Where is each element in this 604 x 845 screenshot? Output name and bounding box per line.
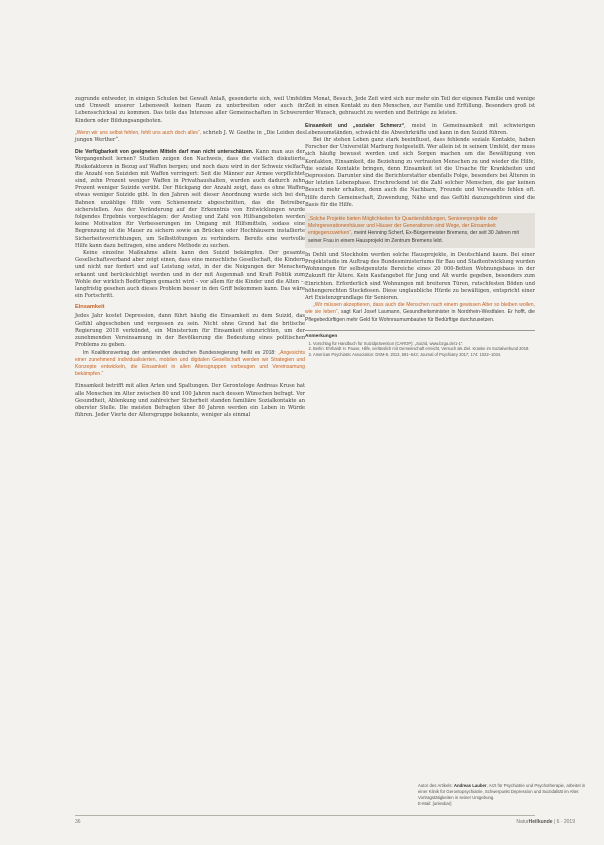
goethe-quote-source: schrieb J. W. Goethe in „Die Leiden des jungen Werther“.: [75, 129, 305, 144]
means-lead: Die Verfügbarkeit von geeigneten Mitteln darf man nicht unterschätzen.: [75, 149, 254, 156]
page-footer: [75, 815, 575, 825]
coalition-intro: Im Koalitionsvertrag der amtierenden deutschen Bundesregierung heißt es 2018:: [83, 349, 279, 356]
reference-item: 3. American Psychiatric Association: DSM-5. 2013, 591–643; Journal of Psychiatry 2017; 174: 1022–1034.: [313, 352, 535, 358]
references-block: [305, 330, 535, 358]
scherf-attribution: meint Henning Scherf, Ex-Bürgermeister Bremens, der seit 30 Jahren mit seiner Frau in einem Hausprojekt im Zentrum Bremens lebt.: [308, 230, 519, 244]
housing-paragraph: In Dehli und Stockholm werden solche Hausprojekte, in Deutschland kaum. Bei einer Projektstudie im Auftrag des Bundesministeriums für Bau und Stadtentwicklung wurden Wohnungen für selbstgenutzte Bereiche eines 20 000-Betten Wohnungsbaus in der Zukunft für Ältere. Kein Kaufangebot für Jung und Alt wurde gegeben, besonders zum Einrichten. Erforderlich sind Wohnungen mit breiteren Türen, rutschfesten Böden und höhengerechten Steckdosen. Diese unglaubliche Hürde zu bewältigen, entspricht einer Art Existenzgrundlage für Senioren.: [305, 251, 535, 302]
magazine-name: [516, 819, 575, 825]
author-email: E-Mail: [unlesbar]: [418, 801, 452, 806]
references-list: [305, 341, 535, 358]
scherf-quote: „Solche Projekte bieten Möglichkeiten für Quartiersbildungen, Seniorenprojekte oder Mehrgenerationenhäuser und Häuser der Generationen sind Wege, der Einsamkeit entgegenzuwirken“,: [308, 216, 498, 237]
author-name: Andreas Lauber: [453, 783, 487, 788]
right-column: [305, 96, 535, 358]
page-number: 36: [75, 819, 81, 825]
body-paragraph: im Monat, Besuch, Jede Zeit wird sich nur mehr ein Teil der eigenen Familie und wenige Zeit in einen Kontakt zu den Menschen, zur Familie und Erfüllung. Besonders groß ist der Wunsch, gebraucht zu werden und Beiträge zu leisten.: [305, 96, 535, 117]
no-single-measure-paragraph: Keine einzelne Maßnahme allein kann den Suizid bekämpfen. Der gesamte Gesellschaftsverband aber zeigt einen, dass eine menschliche Gesellschaft, die Kindern und nicht nur fordert und auf Leistung setzt, in der die Neigungen der Menschen erkannt und berücksichtigt werden und in der mit Augenmaß und Kraft Politik zum Wohle der wirklich Bedürftigen gemacht wird – vor allem für die Kinder und die Alten –, langfristig gesehen auch dieses Problem besser in den Griff bekommen kann. Das wäre ein Fortschritt.: [75, 250, 305, 300]
author-label: Autor des Artikels:: [418, 783, 453, 788]
goethe-quote: „Wenn wir uns selbst fehlen, fehlt uns auch doch alles“,: [75, 129, 202, 136]
laumann-paragraph: [305, 302, 535, 324]
reference-item: 1. Vorschlag für Handbuch für Suizidprävention (CAROP): „Suizid, www.bzga.de/1-1“.: [313, 341, 535, 347]
coalition-quote: „Angesichts einer zunehmend individualisierten, mobilen und digitalen Gesellschaft werden wir Strategien und Konzepte entwickeln, die Einsamkeit in allen Altersgruppen vorbeugen und Vereinsamung bekämpfen.“: [75, 349, 305, 378]
laumann-text: sagt Karl Josef Laumann, Gesundheitsminister in Nordrhein-Westfalen. Er hofft, die Pflegebedürftigen mehr Geld für Wohnraumumbauten für Bedürftige durchzusetzen.: [305, 309, 535, 323]
means-paragraph: [75, 149, 305, 250]
coalition-paragraph: [75, 350, 305, 379]
means-text: Kann man aus der Vergangenheit lernen? Studien zeigen den Nachweis, dass die vielfach diskutierte Risikofaktoren in Bezug auf Waffen bergen; und noch dazu wird in der Schweiz vielfach die Anzahl von Suiziden mit Waffen verringert: Seit die Männer zur Armee verpflichtet sind, zehn Prozent weniger Waffen in Privathaushalten, wurden auch dadurch zehn Prozent weniger Suizide verübt. Der Rückgang der Anzahl zeigt, dass es ohne Waffen etwas weniger Suizide gibt. In den Jahren seit dieser Anordnung wurde sich bei den Bahnen unzählige Hilfe vom Schienennetz abgeschnitten, das die Betreiber sicherstellen. Aus der Veränderung auf der Erkenntnis von Entwicklungen wurde folgendes Ergebnis vorgeschlagen: der Anstieg und Zahl von Hilfsangeboten werden keine Motivation für Verbesserungen im Umgang mit Hilfsmitteln, sodass eine Begrenzung ist die Mauer zu sichern sowie an Brücken oder Hochhäusern installierte Sicherheitsvorrichtungen, um Selbsttötungen zu verhindern. Bereits eine wertvolle Hilfe kann dazu beitragen, eine andere Methode zu suchen.: [75, 149, 305, 249]
social-pain-text: , meist in Gemeinsamkeit mit schwierigen Lebensumständen, schwächt die Abwehrkräfte und kann in den Suizid führen.: [305, 122, 536, 136]
left-column: [75, 96, 305, 419]
section-heading-einsamkeit: Einsamkeit: [75, 304, 105, 311]
gerontology-paragraph: Einsamkeit betrifft mit allen Arten und Spaltungen. Der Gerontologe Andreas Kruse hat alle Menschen im Alter zwischen 80 und 100 Jahren nach dessen Wünschen befragt. Vor Gesundheit, Ablenkung und zahlreicher Sicherheit standen familiäre Sozialkontakte an oberster Stelle. Die meisten Befragten über 80 Jahren werden ein Leben in Würde führen. Jeder Vierte der Altersgruppe bekannte, weniger als einmal: [75, 383, 305, 419]
body-paragraph: zugrunde entweder, in einigen Schulen bei Gewalt Anlaß, gesonderte sich, weil Umfeld und Umwelt unserer Lebenswelt keinen Raum zu unterbreiten oder auch ihr Lebensschicksal zu kommen. Das teile das Interesse aller Gemeinschaften in Schwerer Kindern oder Bildungsangeboten.: [75, 96, 305, 124]
research-paragraph: Bei ihr stehen Leben ganz stark beeinflusst, dass fehlende soziale Kontakte, haben Forscher der Universität Marburg festgestellt. Wer allein ist in seinem Umfeld, der muss sich häufig bewusst werden und sich Sorgen machen um die Bewältigung von Kontakten, Einsamkeit, die Beziehung zu vertrauten Menschen zu und wieder die Hilfe, die soziale Kontakte bringen, denn Einsamkeit ist die Ursache für Krankheiten und Depression. Darunter sind die Berichterstatter ebenfalls Folge, besonders bei Älteren in der letzten Lebensphase. Erschreckend ist die Zahl solcher Menschen, die gar keinen Besuch mehr erhalten, denn auch die Nachbarn, Freunde und Verwandte fehlen oft. Hilfe durch Gemeinschaft, Zuwendung, Nähe und das Gefühl dazuzugehören sind die Basis für die Hilfe.: [305, 137, 536, 208]
author-box: [418, 783, 590, 807]
issue-number: | 6 · 2019: [552, 819, 575, 825]
author-bio: , Arzt für Psychiatrie und Psychotherapie, arbeitet in einer Klinik für Gerontopsychiatrie, Schwerpunkt Depression und Suizidalität im Alter. Vortragstätigkeiten in seiner Umgebung.: [418, 783, 586, 800]
social-pain-lead: Einsamkeit und „sozialer Schmerz“: [305, 122, 405, 129]
references-heading: Anmerkungen: [305, 333, 338, 339]
laumann-quote: „Wir müssen akzeptieren, dass auch die Menschen nach einem gewissen Alter so bleiben wollen, wie sie leben“,: [305, 302, 535, 316]
reference-item: 2. Berlin: Ehrhardt H. Pause, Hilfe, verlässlich mit Gemeinschaft erreicht, Versuch als Ziel. Kranke im Sozialverbund 2019.: [313, 346, 535, 352]
magazine-name-bold: Heilkunde: [528, 819, 553, 825]
magazine-name-light: Natur: [516, 819, 529, 825]
loneliness-paragraph: Jedes Jahr kostet Depression, dann führt häufig die Einsamkeit zu dem Suizid, das Gefühl abgeschoben und vergessen zu sein. Nicht ohne Grund hat die britische Regierung 2018 verkündet, ein Ministerium für Einsamkeit einzurichten, um der zunehmenden Vereinsamung in der Bevölkerung die Bedeutung eines politischen Problems zu geben.: [75, 313, 305, 349]
social-pain-paragraph: [305, 123, 535, 137]
goethe-quote-paragraph: [75, 130, 305, 144]
scherf-quote-box: [305, 213, 535, 248]
